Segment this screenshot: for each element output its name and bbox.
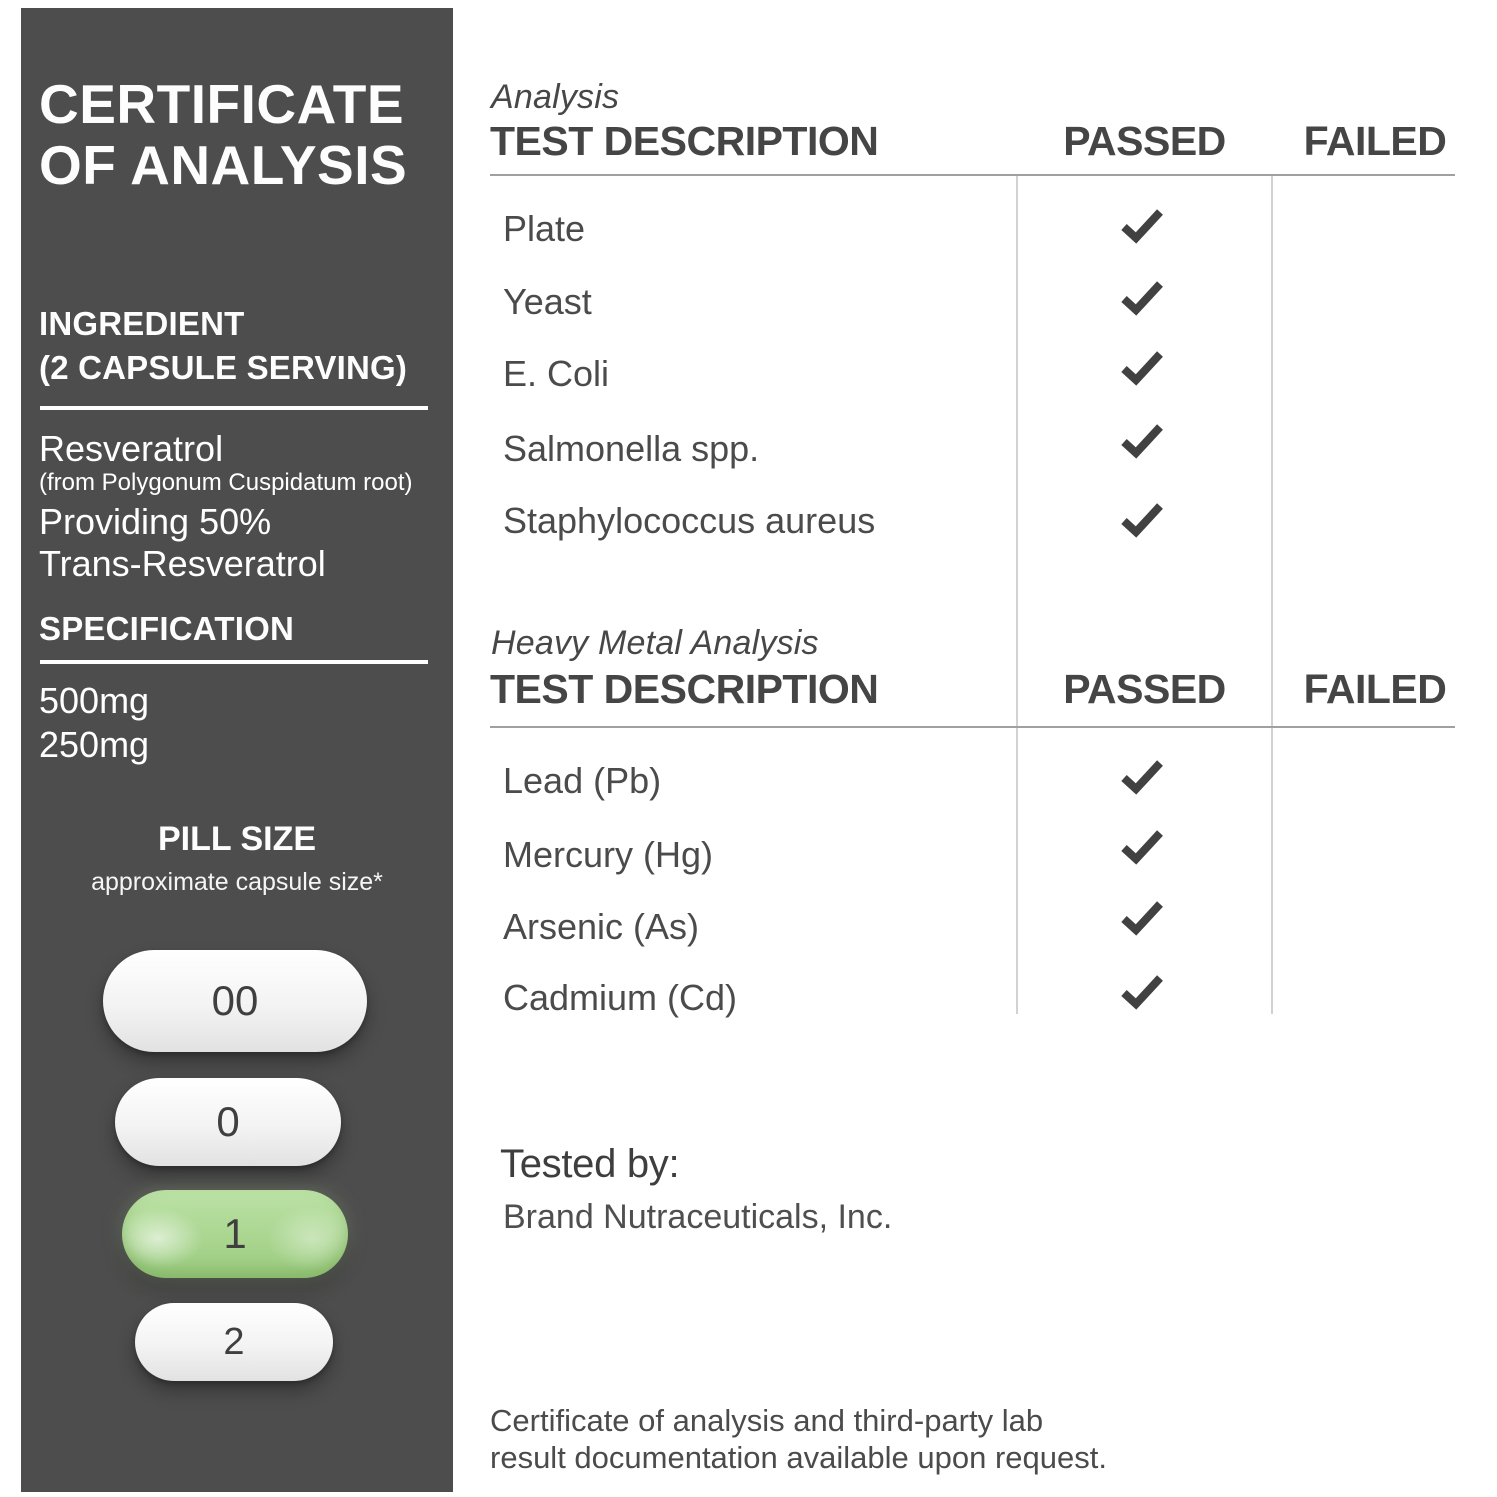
check-icon [1119,898,1165,938]
pill-size-0 [115,1078,341,1166]
check-icon [1119,827,1165,867]
ingredient-trans: Trans-Resveratrol [39,543,326,584]
pill-size-1-label: 1 [223,1210,247,1257]
heavy-metal-col-passed: PASSED [1063,666,1226,712]
spec-value-500mg: 500mg [39,680,150,721]
footer-note-line-1: Certificate of analysis and third-party lab [490,1403,1044,1438]
check-icon [1119,278,1165,318]
table-row: Salmonella spp. [503,428,760,469]
table-row: Mercury (Hg) [503,834,714,875]
footer-note [490,1402,1107,1476]
ingredient-name: Resveratrol [39,428,224,469]
spec-value-250mg: 250mg [39,724,150,765]
pill-size-2 [135,1303,333,1381]
pill-size-2-label: 2 [223,1320,245,1363]
table-row: Yeast [503,281,592,322]
heavy-metal-section-title: Heavy Metal Analysis [491,624,819,662]
check-icon [1119,206,1165,246]
page-title-line-2: OF ANALYSIS [39,133,408,196]
ingredient-providing: Providing 50% [39,501,272,542]
pill-size-00 [103,950,367,1052]
ingredient-divider [40,406,428,410]
table-row: Staphylococcus aureus [503,500,876,541]
table-row: Arsenic (As) [503,906,700,947]
heavy-metal-header-rule [490,726,1455,728]
analysis-section-title: Analysis [491,78,620,116]
table-column-rule-failed [1271,176,1273,1014]
specification-heading: SPECIFICATION [39,610,294,647]
check-icon [1119,972,1165,1012]
tested-by-label: Tested by: [500,1142,680,1186]
check-icon [1119,757,1165,797]
certificate-panel [21,8,453,1492]
analysis-col-failed: FAILED [1303,118,1447,164]
table-row: Cadmium (Cd) [503,977,738,1018]
ingredient-heading-line-1: INGREDIENT [39,305,245,342]
ingredient-source: (from Polygonum Cuspidatum root) [39,469,413,496]
ingredient-heading-line-2: (2 CAPSULE SERVING) [39,348,408,386]
heavy-metal-col-test-description: TEST DESCRIPTION [490,666,879,712]
analysis-header-rule [490,174,1455,176]
check-icon [1119,348,1165,388]
tested-by-value: Brand Nutraceuticals, Inc. [503,1198,893,1236]
analysis-col-passed: PASSED [1063,118,1226,164]
check-icon [1119,421,1165,461]
pill-size-0-label: 0 [216,1098,240,1145]
page-title-line-1: CERTIFICATE [39,73,405,135]
page-title [39,74,407,195]
heavy-metal-col-failed: FAILED [1303,666,1447,712]
pill-size-subtitle: approximate capsule size* [91,868,383,896]
ingredient-heading [39,302,407,389]
specification-divider [40,660,428,664]
table-row: E. Coli [503,353,610,394]
pill-size-heading: PILL SIZE [157,820,317,858]
footer-note-line-2: result documentation available upon request. [490,1440,1107,1476]
analysis-col-test-description: TEST DESCRIPTION [490,118,879,164]
table-column-rule-passed [1016,176,1018,1014]
pill-size-1-highlighted [122,1190,348,1278]
check-icon [1119,500,1165,540]
pill-size-00-label: 00 [211,977,259,1024]
table-row: Lead (Pb) [503,760,662,801]
table-row: Plate [503,208,586,249]
